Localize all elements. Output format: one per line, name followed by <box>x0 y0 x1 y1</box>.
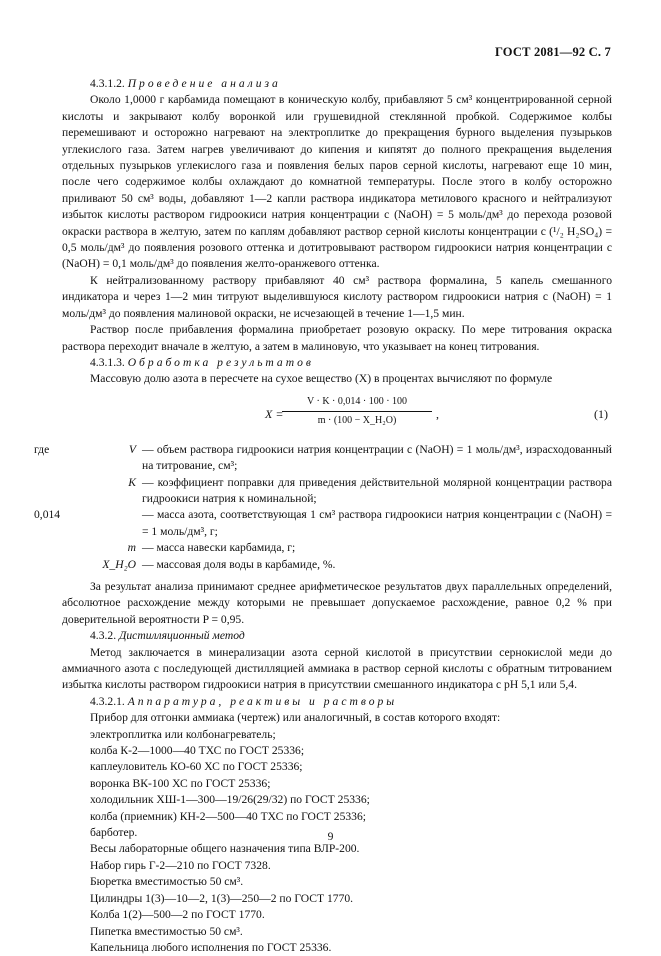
paragraph-result: За результат анализа принимают среднее арифметическое результатов двух параллельных определений, абсолютное расхождение между которыми не превышает допускаемое расхождение, равное 0,2 % при доверительной вероятности P = 0,95. <box>62 579 612 626</box>
section-number: 4.3.2. <box>90 629 117 643</box>
list-item: электроплитка или колбонагреватель; <box>90 727 276 741</box>
formula-1 <box>62 394 612 436</box>
section-title: Дистилляционный метод <box>119 629 245 643</box>
definition-label: 0,014 <box>34 508 61 522</box>
page-number: 9 <box>327 830 334 843</box>
paragraph-procedure: Около 1,0000 г карбамида помещают в коническую колбу, прибавляют 5 см³ концентрированной серной кислоты и закрывают колбу воронкой или грушевидной стеклянной пробкой. Содержимое колбы перемешивают и осторожно нагревают на электроплитке до прекращения бурного выделения пузырьков углекислого газа. Затем нагрев увеличивают до кипения и кипятят до полного прекращения выделения отдельных пузырьков углекислого газа и появления белых паров серной кислоты, нагревают еще 10 мин, после чего содержимое колбы охлаждают до комнатной температуры. После этого в колбу осторожно приливают 50 см³ воды, добавляют 1—2 капли раствора индикатора метилового красного и нейтрализуют избыток кислоты раствором гидроокиси натрия концентрации с (NaOH) = 5 моль/дм³ до перехода розовой окраски раствора в желтую, затем по каплям добавляют раствор серной кислоты концентрации с (¹/₂ H₂SO₄) = 0,5 моль/дм³ до появления розового оттенка и дотитровывают раствором гидроокиси натрия концентрации с (NaOH) = 0,1 моль/дм³ до появления желто-оранжевого оттенка. <box>62 93 612 271</box>
list-item: Набор гирь Г-2—210 по ГОСТ 7328. <box>90 858 271 872</box>
list-item: Капельница любого исполнения по ГОСТ 25336. <box>90 940 332 954</box>
section-title: Аппаратура, реактивы и растворы <box>127 694 398 708</box>
list-item: колба К-2—1000—40 ТХС по ГОСТ 25336; <box>90 744 305 758</box>
list-item: Бюретка вместимостью 50 см³. <box>90 875 244 889</box>
formula-fraction <box>282 394 432 430</box>
definition-symbol: V <box>128 442 136 456</box>
definition-item <box>34 442 612 475</box>
list-item: Весы лабораторные общего назначения типа ВЛР-200. <box>90 842 360 856</box>
definition-text: — массовая доля воды в карбамиде, %. <box>142 557 336 571</box>
section-number: 4.3.1.3. <box>90 355 125 369</box>
paragraph-formula-intro: Массовую долю азота в пересчете на сухое вещество (X) в процентах вычисляют по формуле <box>90 372 553 386</box>
formula-lhs: X = <box>265 406 284 421</box>
paragraph-color-change: Раствор после прибавления формалина приобретает розовую окраску. По мере титрования окраска раствора переходит вначале в желтую, а затем в малиновую, что указывает на конец титрования. <box>62 323 612 353</box>
formula-comma: , <box>436 406 439 421</box>
formula-numerator: V · K · 0,014 · 100 · 100 <box>282 394 432 412</box>
section-432-heading <box>62 628 612 644</box>
definition-item <box>62 475 612 508</box>
list-item: колба (приемник) КН-2—500—40 ТХС по ГОСТ 25336; <box>90 809 366 823</box>
formula-denominator: m · (100 − X_H₂O) <box>317 415 397 427</box>
definition-text: — масса азота, соответствующая 1 см³ раствора гидроокиси натрия концентрации с (NaOH) = = 1 моль/дм³, г; <box>142 508 612 538</box>
variable-definitions <box>34 442 612 573</box>
list-item: Пипетка вместимостью 50 см³. <box>90 924 243 938</box>
section-title: Проведение анализа <box>127 77 281 90</box>
paragraph-formalin: К нейтрализованному раствору прибавляют 40 см³ раствора формалина, 5 капель смешанного индикатора и через 1—2 мин титруют выделившуюся кислоту раствором гидроокиси натрия с (NaOH) = 1 моль/дм³ до появления малиновой окраски, не исчезающей в течение 1—1,5 мин. <box>62 273 612 320</box>
list-item: Прибор для отгонки аммиака (чертеж) или аналогичный, в состав которого входят: <box>90 711 501 725</box>
definition-item <box>62 557 612 573</box>
list-item: воронка ВК-100 ХС по ГОСТ 25336; <box>90 776 271 790</box>
page-body <box>34 76 612 956</box>
section-4313-heading <box>62 355 612 371</box>
formula-number: (1) <box>594 406 608 421</box>
section-title: Обработка результатов <box>127 355 314 369</box>
section-4321-heading <box>62 694 612 710</box>
section-4312-heading <box>62 76 612 92</box>
paragraph-method: Метод заключается в минерализации азота серной кислотой в присутствии сернокислой меди до аммиачного азота с последующей дистилляцией аммиака в раствор серной кислоты с обратным титрованием избытка кислоты раствором гидроокиси натрия в присутствии смешанного индикатора с pH 5,1 или 5,4. <box>62 645 612 692</box>
list-item: холодильник ХШ-1—300—19/26(29/32) по ГОСТ 25336; <box>90 793 370 807</box>
list-item: Колба 1(2)—500—2 по ГОСТ 1770. <box>90 908 265 922</box>
definition-item <box>34 507 612 540</box>
list-item: барботер. <box>90 826 138 840</box>
definition-symbol: X_H₂O <box>102 557 136 571</box>
definition-symbol: m <box>127 541 136 555</box>
definition-symbol: K <box>128 475 136 489</box>
definition-item <box>62 540 612 556</box>
section-number: 4.3.2.1. <box>90 694 125 708</box>
section-number: 4.3.1.2. <box>90 77 125 90</box>
where-label: где <box>34 442 50 456</box>
page-header: ГОСТ 2081—92 С. 7 <box>494 45 611 59</box>
list-item: каплеуловитель КО-60 ХС по ГОСТ 25336; <box>90 760 303 774</box>
list-item: Цилиндры 1(3)—10—2, 1(3)—250—2 по ГОСТ 1770. <box>90 891 354 905</box>
definition-text: — масса навески карбамида, г; <box>142 541 296 555</box>
definition-text: — объем раствора гидроокиси натрия концентрации с (NaOH) = 1 моль/дм³, израсходованный на титрование, см³; <box>142 442 612 473</box>
definition-text: — коэффициент поправки для приведения действительной молярной концентрации раствора гидроокиси натрия к номинальной; <box>142 475 612 505</box>
